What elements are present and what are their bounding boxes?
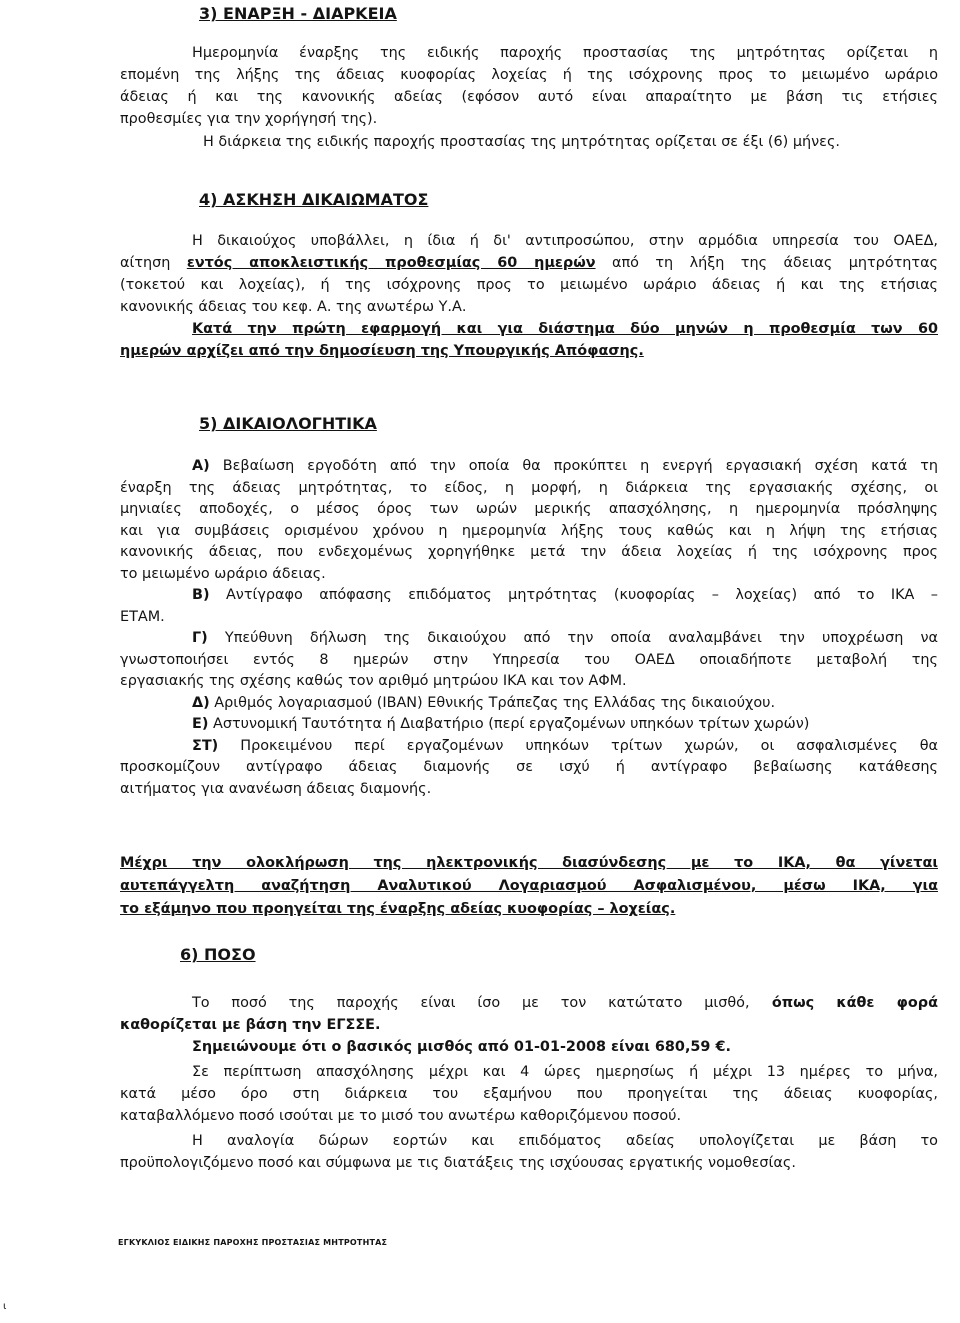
text-line: επομένη της λήξης της άδειας κυοφορίας λοχείας ή της ισόχρονης προς το μειωμένο ωράριο	[120, 67, 938, 83]
transitional-note: Κατά την πρώτη εφαρμογή και για διάστημα δύο μηνών η προθεσμία των 60	[192, 321, 938, 337]
section-3-duration: Η διάρκεια της ειδικής παροχής προστασίας της μητρότητας ορίζεται σε έξι (6) μήνες.	[203, 134, 840, 150]
section-4-paragraph	[120, 230, 938, 362]
section-6-bonuses	[120, 1130, 938, 1174]
text-line: κανονικής άδειας, που ενδεχομένως χορηγήθηκε μετά την άδεια λοχείας ή της ισόχρονης προς	[120, 544, 938, 560]
item-label: ΣΤ)	[192, 737, 219, 754]
text-line: αιτήματος για ανανέωση άδειας διαμονής.	[120, 780, 432, 797]
page-footer: ΕΓΚΥΚΛΙΟΣ ΕΙΔΙΚΗΣ ΠΑΡΟΧΗΣ ΠΡΟΣΤΑΣΙΑΣ ΜΗΤΡΟΤΗΤΑΣ	[118, 1238, 388, 1247]
text-line: Ε) Αστυνομική Ταυτότητα ή Διαβατήριο (περί εργαζομένων υπηκόων τρίτων χωρών)	[192, 716, 810, 732]
item-label: Ε)	[192, 716, 209, 732]
text-line: άδειας ή και της κανονικής αδείας (εφόσον αυτό είναι απαραίτητο με βάση τις ετήσιες	[120, 89, 938, 105]
transitional-note: ημερών αρχίζει από την δημοσίευση της Υπουργικής Απόφασης.	[120, 343, 644, 359]
text-line: Σε περίπτωση απασχόλησης μέχρι και 4 ώρες ημερησίως ή μέχρι 13 ημέρες το μήνα,	[192, 1064, 938, 1080]
item-label: Β)	[192, 587, 210, 603]
item-label: Α)	[192, 458, 210, 474]
text-line: το εξάμηνο που προηγείται της έναρξης αδείας κυοφορίας – λοχείας.	[120, 901, 676, 917]
text-line: κανονικής άδειας του κεφ. Α. της ανωτέρω Υ.Α.	[120, 299, 467, 315]
section-5-heading: 5) ΔΙΚΑΙΟΛΟΓΗΤΙΚΑ	[199, 414, 377, 433]
text-line: καταβαλλόμενο ποσό ισούται με το μισό του ανωτέρω καθοριζόμενου ποσού.	[120, 1108, 682, 1124]
text-line: γνωστοποιήσει εντός 8 ημερών στην Υπηρεσία του ΟΑΕΔ οποιαδήποτε μεταβολή της	[120, 651, 938, 668]
text-line: Ημερομηνία έναρξης της ειδικής παροχής προστασίας της μητρότητας ορίζεται η	[192, 45, 938, 61]
text-line: αυτεπάγγελτη αναζήτηση Αναλυτικού Λογαριασμού Ασφαλισμένου, μέσω ΙΚΑ, για	[120, 878, 938, 894]
text-line: εργασιακής της σχέσης καθώς τον αριθμό μητρώου ΙΚΑ και τον ΑΦΜ.	[120, 673, 627, 689]
text-line: κατά μέσο όρο στη διάρκεια του εξαμήνου που προηγείται της άδειας κυοφορίας,	[120, 1086, 938, 1102]
section-6-part-time	[120, 1061, 938, 1127]
section-3-paragraph	[120, 42, 938, 130]
section-6-heading: 6) ΠΟΣΟ	[180, 945, 256, 964]
text-line: προϋπολογιζόμενο ποσό και σύμφωνα με τις διατάξεις της ισχύουσας εργατικής νομοθεσίας.	[120, 1155, 796, 1171]
text-line: το μειωμένο ωράριο άδειας.	[120, 565, 326, 582]
text-line: αίτηση εντός αποκλειστικής προθεσμίας 60 ημερών από τη λήξη της άδειας μητρότητας	[120, 255, 939, 271]
text-line: ΣΤ) Προκειμένου περί εργαζομένων υπηκόων τρίτων χωρών, οι ασφαλισμένες θα	[192, 737, 938, 754]
deadline-underlined: εντός αποκλειστικής προθεσμίας 60 ημερών	[186, 255, 596, 271]
item-label: Δ)	[192, 694, 210, 711]
text-line: μηνιαίες αποδοχές, ο μέσος όρος των ωρών μερικής απασχόλησης, η ημερομηνία πρόσληψης	[120, 501, 938, 517]
text-line: Β) Αντίγραφο απόφασης επιδόματος μητρότητας (κυοφορίας – λοχείας) από το ΙΚΑ –	[192, 587, 938, 603]
item-label: Γ)	[192, 630, 208, 646]
text-line: (τοκετού και λοχείας), ή της ισόχρονης προς το μειωμένο ωράριο άδειας ή και της ετήσιας	[120, 277, 938, 293]
section-5-documents	[120, 456, 938, 800]
section-6-amount	[120, 992, 938, 1058]
text-line: Α) Βεβαίωση εργοδότη από την οποία θα προκύπτει η ενεργή εργασιακή σχέση κατά τη	[192, 458, 938, 474]
text-line: προσκομίζουν αντίγραφο άδειας διαμονής σε ισχύ ή αντίγραφο βεβαίωσης κατάθεσης	[120, 759, 938, 775]
page-mark: ι	[3, 1301, 7, 1312]
text-line: Η δικαιούχος υποβάλλει, η ίδια ή δι' αντιπροσώπου, στην αρμόδια υπηρεσία του ΟΑΕΔ,	[192, 233, 938, 249]
text-line: Το ποσό της παροχής είναι ίσο με τον κατώτατο μισθό, όπως κάθε φορά	[192, 995, 939, 1011]
text-line: Γ) Υπεύθυνη δήλωση της δικαιούχου από την οποία αναλαμβάνει την υποχρέωση να	[192, 630, 938, 646]
section-3-heading: 3) ΕΝΑΡΞΗ - ΔΙΑΡΚΕΙΑ	[199, 4, 397, 23]
text-line: ΕΤΑΜ.	[120, 608, 165, 625]
text-line: έναρξη της άδειας μητρότητας, το είδος, η μορφή, η διάρκεια της εργασιακής σχέσης, οι	[120, 479, 938, 496]
ika-note	[120, 852, 938, 921]
base-salary: Σημειώνουμε ότι ο βασικός μισθός από 01-01-2008 είναι 680,59 €.	[192, 1039, 731, 1055]
text-line: Μέχρι την ολοκλήρωση της ηλεκτρονικής διασύνδεσης με το ΙΚΑ, θα γίνεται	[120, 855, 938, 871]
section-4-heading: 4) ΑΣΚΗΣΗ ΔΙΚΑΙΩΜΑΤΟΣ	[199, 190, 429, 209]
text-line: προθεσμίες για την χορήγησή της).	[120, 111, 378, 127]
text-line: Η αναλογία δώρων εορτών και επιδόματος αδείας υπολογίζεται με βάση το	[192, 1133, 938, 1149]
text-line: και για συμβάσεις ορισμένου χρόνου η ημερομηνία λήξης τους καθώς και η λήψη της ετήσιας	[120, 522, 938, 539]
text-line: καθορίζεται με βάση την ΕΓΣΣΕ.	[120, 1017, 381, 1033]
text-line: Δ) Αριθμός λογαριασμού (IBAN) Εθνικής Τράπεζας της Ελλάδας της δικαιούχου.	[192, 694, 776, 711]
